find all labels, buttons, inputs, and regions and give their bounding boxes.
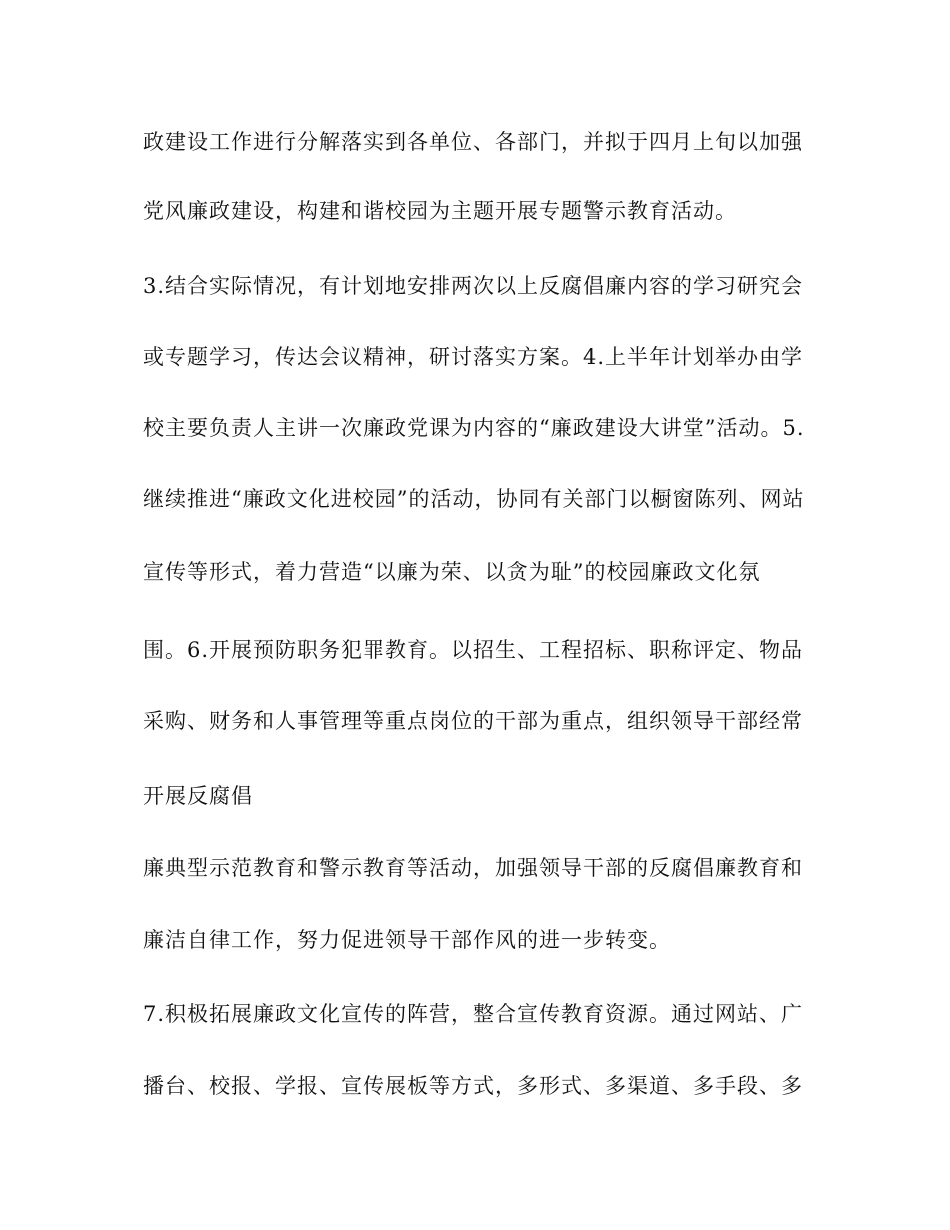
text-line: 廉典型示范教育和警示教育等活动，加强领导干部的反腐倡廉教育和	[143, 856, 803, 880]
text-line: 宣传等形式，着力营造“以廉为荣、以贪为耻”的校园廉政文化氛	[143, 560, 761, 584]
text-line: 党风廉政建设，构建和谐校园为主题开展专题警示教育活动。	[143, 199, 737, 223]
text-line: 政建设工作进行分解落实到各单位、各部门，并拟于四月上旬以加强	[143, 130, 803, 154]
text-line: 开展反腐倡	[143, 784, 253, 808]
text-line: 继续推进“廉政文化进校园”的活动，协同有关部门以橱窗陈列、网站	[143, 487, 805, 511]
text-line: 3.结合实际情况，有计划地安排两次以上反腐倡廉内容的学习研究会	[143, 274, 804, 298]
text-line: 采购、财务和人事管理等重点岗位的干部为重点，组织领导干部经常	[143, 709, 803, 733]
text-line: 围。6.开展预防职务犯罪教育。以招生、工程招标、职称评定、物品	[143, 638, 804, 662]
text-line: 7.积极拓展廉政文化宣传的阵营，整合宣传教育资源。通过网站、广	[143, 1002, 804, 1026]
text-line: 校主要负责人主讲一次廉政党课为内容的“廉政建设大讲堂”活动。5.	[143, 416, 805, 440]
text-line: 或专题学习，传达会议精神，研讨落实方案。4.上半年计划举办由学	[143, 345, 804, 369]
text-line: 播台、校报、学报、宣传展板等方式，多形式、多渠道、多手段、多	[143, 1074, 803, 1098]
text-line: 廉洁自律工作，努力促进领导干部作风的进一步转变。	[143, 928, 671, 952]
